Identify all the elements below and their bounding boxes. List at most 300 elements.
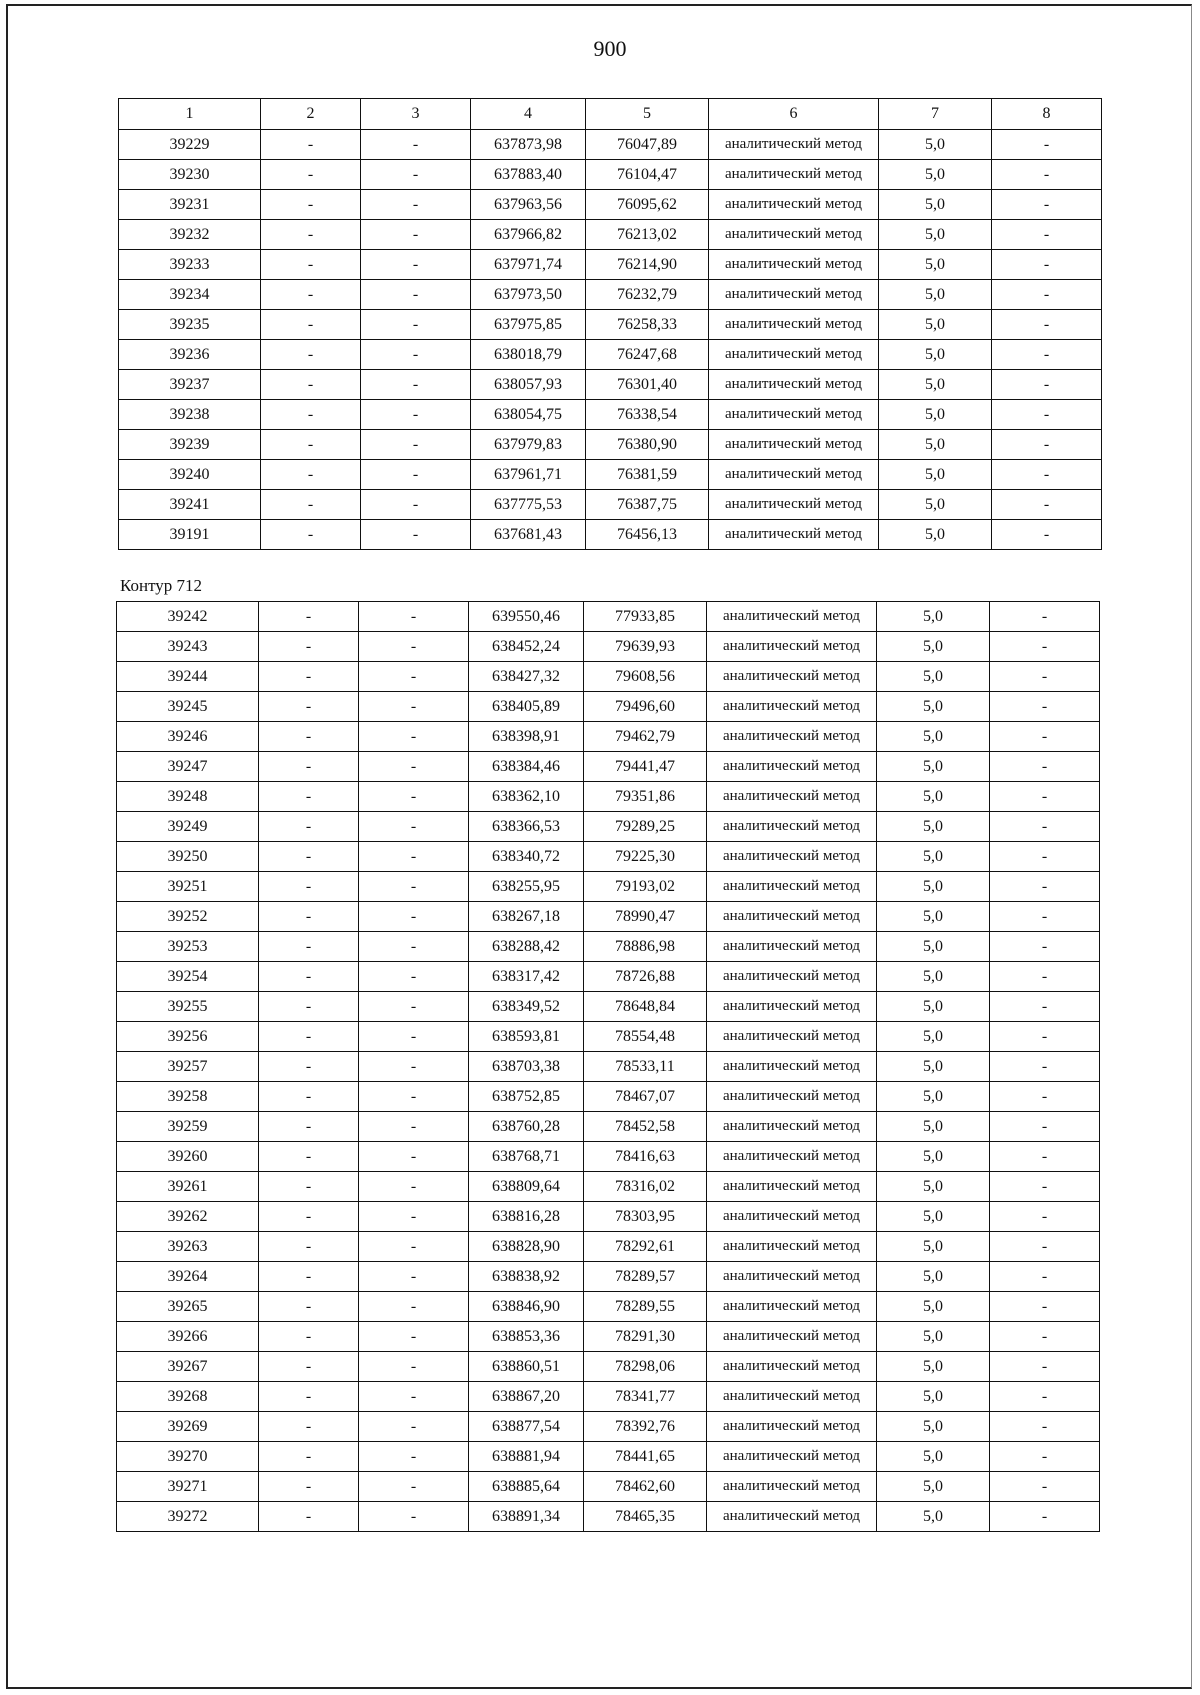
table-row (117, 1022, 1100, 1052)
cell-coord-x: 637963,56 (471, 190, 586, 220)
cell-coord-x: 638255,95 (469, 872, 584, 902)
cell-point-number: 39268 (117, 1382, 259, 1412)
cell-accuracy: 5,0 (879, 130, 992, 160)
cell-method: аналитический метод (707, 1172, 877, 1202)
cell-accuracy: 5,0 (879, 460, 992, 490)
table-row (117, 1382, 1100, 1412)
cell-col-2: - (261, 190, 361, 220)
cell-col-2: - (259, 692, 359, 722)
table-row (117, 1142, 1100, 1172)
cell-accuracy: 5,0 (879, 430, 992, 460)
cell-coord-x: 638768,71 (469, 1142, 584, 1172)
cell-coord-y: 76213,02 (586, 220, 709, 250)
table-row (117, 632, 1100, 662)
cell-point-number: 39254 (117, 962, 259, 992)
cell-accuracy: 5,0 (879, 520, 992, 550)
cell-coord-x: 638816,28 (469, 1202, 584, 1232)
cell-coord-y: 78465,35 (584, 1502, 707, 1532)
cell-point-number: 39259 (117, 1112, 259, 1142)
cell-col-2: - (259, 602, 359, 632)
cell-coord-y: 78289,57 (584, 1262, 707, 1292)
cell-col-8: - (992, 460, 1102, 490)
cell-coord-x: 638891,34 (469, 1502, 584, 1532)
cell-point-number: 39251 (117, 872, 259, 902)
cell-point-number: 39266 (117, 1322, 259, 1352)
cell-point-number: 39191 (119, 520, 261, 550)
cell-coord-y: 79496,60 (584, 692, 707, 722)
cell-point-number: 39243 (117, 632, 259, 662)
cell-coord-x: 638427,32 (469, 662, 584, 692)
cell-point-number: 39230 (119, 160, 261, 190)
cell-col-8: - (992, 160, 1102, 190)
cell-col-8: - (992, 130, 1102, 160)
cell-col-2: - (259, 992, 359, 1022)
cell-accuracy: 5,0 (877, 1322, 990, 1352)
cell-col-2: - (259, 1232, 359, 1262)
cell-coord-y: 78292,61 (584, 1232, 707, 1262)
cell-col-8: - (990, 602, 1100, 632)
table-row (117, 602, 1100, 632)
cell-col-8: - (990, 1052, 1100, 1082)
table-row (117, 1262, 1100, 1292)
cell-col-3: - (361, 130, 471, 160)
cell-coord-x: 638267,18 (469, 902, 584, 932)
cell-accuracy: 5,0 (879, 310, 992, 340)
cell-col-3: - (359, 1142, 469, 1172)
cell-method: аналитический метод (709, 400, 879, 430)
cell-col-8: - (992, 370, 1102, 400)
cell-coord-y: 78441,65 (584, 1442, 707, 1472)
cell-point-number: 39246 (117, 722, 259, 752)
cell-col-8: - (990, 1022, 1100, 1052)
table-row (117, 872, 1100, 902)
cell-point-number: 39248 (117, 782, 259, 812)
cell-coord-x: 638877,54 (469, 1412, 584, 1442)
cell-point-number: 39232 (119, 220, 261, 250)
cell-accuracy: 5,0 (879, 400, 992, 430)
cell-col-8: - (990, 632, 1100, 662)
table-row (117, 812, 1100, 842)
cell-col-8: - (990, 872, 1100, 902)
cell-coord-y: 78648,84 (584, 992, 707, 1022)
cell-point-number: 39237 (119, 370, 261, 400)
cell-accuracy: 5,0 (879, 280, 992, 310)
cell-method: аналитический метод (707, 632, 877, 662)
column-header: 1 (119, 99, 261, 130)
cell-col-8: - (990, 962, 1100, 992)
table-row (117, 1412, 1100, 1442)
cell-col-3: - (361, 310, 471, 340)
column-header: 8 (992, 99, 1102, 130)
cell-col-8: - (992, 310, 1102, 340)
cell-method: аналитический метод (709, 520, 879, 550)
cell-method: аналитический метод (709, 430, 879, 460)
cell-accuracy: 5,0 (877, 1082, 990, 1112)
cell-col-8: - (992, 190, 1102, 220)
cell-col-3: - (361, 490, 471, 520)
cell-accuracy: 5,0 (877, 962, 990, 992)
cell-accuracy: 5,0 (879, 340, 992, 370)
cell-accuracy: 5,0 (877, 992, 990, 1022)
cell-col-2: - (259, 782, 359, 812)
cell-col-8: - (990, 1142, 1100, 1172)
cell-col-3: - (361, 220, 471, 250)
cell-col-3: - (359, 1052, 469, 1082)
cell-col-3: - (361, 460, 471, 490)
cell-accuracy: 5,0 (877, 752, 990, 782)
cell-point-number: 39229 (119, 130, 261, 160)
cell-method: аналитический метод (707, 752, 877, 782)
cell-method: аналитический метод (707, 842, 877, 872)
column-header: 7 (879, 99, 992, 130)
cell-col-3: - (361, 160, 471, 190)
cell-col-8: - (990, 662, 1100, 692)
cell-coord-y: 76381,59 (586, 460, 709, 490)
table-row (117, 1502, 1100, 1532)
cell-method: аналитический метод (707, 1142, 877, 1172)
cell-accuracy: 5,0 (877, 902, 990, 932)
cell-accuracy: 5,0 (877, 1022, 990, 1052)
cell-col-3: - (359, 1502, 469, 1532)
cell-point-number: 39241 (119, 490, 261, 520)
cell-col-2: - (259, 1412, 359, 1442)
cell-col-2: - (259, 1112, 359, 1142)
cell-coord-x: 637873,98 (471, 130, 586, 160)
cell-col-3: - (361, 520, 471, 550)
cell-coord-x: 638760,28 (469, 1112, 584, 1142)
cell-method: аналитический метод (709, 340, 879, 370)
cell-coord-y: 76338,54 (586, 400, 709, 430)
cell-point-number: 39238 (119, 400, 261, 430)
cell-col-2: - (259, 632, 359, 662)
cell-point-number: 39234 (119, 280, 261, 310)
cell-col-3: - (359, 902, 469, 932)
cell-col-3: - (359, 1322, 469, 1352)
cell-accuracy: 5,0 (877, 1412, 990, 1442)
cell-coord-y: 79608,56 (584, 662, 707, 692)
cell-point-number: 39260 (117, 1142, 259, 1172)
cell-coord-x: 637775,53 (471, 490, 586, 520)
cell-point-number: 39255 (117, 992, 259, 1022)
cell-method: аналитический метод (709, 160, 879, 190)
cell-method: аналитический метод (707, 1472, 877, 1502)
cell-coord-y: 76456,13 (586, 520, 709, 550)
cell-method: аналитический метод (707, 1022, 877, 1052)
table-row (119, 190, 1102, 220)
cell-col-3: - (361, 190, 471, 220)
cell-coord-x: 638828,90 (469, 1232, 584, 1262)
cell-coord-y: 79441,47 (584, 752, 707, 782)
table-row (119, 160, 1102, 190)
cell-col-8: - (990, 1352, 1100, 1382)
cell-accuracy: 5,0 (877, 1382, 990, 1412)
cell-col-8: - (992, 280, 1102, 310)
cell-col-3: - (359, 692, 469, 722)
cell-col-8: - (990, 992, 1100, 1022)
cell-method: аналитический метод (707, 1292, 877, 1322)
table-row (117, 992, 1100, 1022)
cell-col-2: - (259, 1052, 359, 1082)
cell-method: аналитический метод (707, 692, 877, 722)
cell-method: аналитический метод (709, 250, 879, 280)
table-row (117, 1352, 1100, 1382)
cell-col-8: - (990, 1382, 1100, 1412)
cell-col-2: - (259, 1382, 359, 1412)
cell-coord-x: 637681,43 (471, 520, 586, 550)
table-row (117, 902, 1100, 932)
cell-coord-x: 637961,71 (471, 460, 586, 490)
cell-col-3: - (359, 602, 469, 632)
table-row (117, 1202, 1100, 1232)
cell-col-2: - (261, 370, 361, 400)
cell-accuracy: 5,0 (877, 662, 990, 692)
cell-col-8: - (992, 430, 1102, 460)
cell-coord-x: 637975,85 (471, 310, 586, 340)
cell-col-2: - (259, 1292, 359, 1322)
cell-coord-y: 78462,60 (584, 1472, 707, 1502)
cell-method: аналитический метод (707, 872, 877, 902)
cell-col-2: - (261, 220, 361, 250)
cell-method: аналитический метод (707, 1112, 877, 1142)
cell-col-8: - (990, 812, 1100, 842)
cell-accuracy: 5,0 (877, 1052, 990, 1082)
cell-coord-x: 638752,85 (469, 1082, 584, 1112)
cell-accuracy: 5,0 (879, 190, 992, 220)
cell-col-8: - (990, 1172, 1100, 1202)
cell-coord-y: 78298,06 (584, 1352, 707, 1382)
table-row (117, 662, 1100, 692)
cell-coord-y: 78886,98 (584, 932, 707, 962)
cell-col-3: - (359, 1202, 469, 1232)
cell-coord-x: 638398,91 (469, 722, 584, 752)
cell-point-number: 39236 (119, 340, 261, 370)
cell-col-2: - (259, 812, 359, 842)
cell-method: аналитический метод (707, 1082, 877, 1112)
cell-col-8: - (992, 520, 1102, 550)
cell-col-2: - (259, 1172, 359, 1202)
cell-accuracy: 5,0 (877, 692, 990, 722)
cell-method: аналитический метод (707, 932, 877, 962)
cell-point-number: 39247 (117, 752, 259, 782)
cell-method: аналитический метод (707, 1352, 877, 1382)
cell-col-3: - (359, 662, 469, 692)
cell-accuracy: 5,0 (877, 1262, 990, 1292)
cell-method: аналитический метод (707, 1502, 877, 1532)
table-row (117, 842, 1100, 872)
table-row (117, 1112, 1100, 1142)
cell-coord-y: 76380,90 (586, 430, 709, 460)
cell-coord-x: 638288,42 (469, 932, 584, 962)
cell-point-number: 39253 (117, 932, 259, 962)
cell-coord-x: 638366,53 (469, 812, 584, 842)
cell-method: аналитический метод (709, 310, 879, 340)
cell-accuracy: 5,0 (877, 1172, 990, 1202)
cell-accuracy: 5,0 (877, 1472, 990, 1502)
cell-col-2: - (259, 842, 359, 872)
cell-col-2: - (259, 1322, 359, 1352)
table-row (117, 722, 1100, 752)
cell-coord-x: 637966,82 (471, 220, 586, 250)
cell-accuracy: 5,0 (877, 632, 990, 662)
cell-col-3: - (361, 400, 471, 430)
cell-coord-y: 76258,33 (586, 310, 709, 340)
cell-accuracy: 5,0 (877, 872, 990, 902)
cell-col-3: - (359, 962, 469, 992)
cell-method: аналитический метод (707, 1442, 877, 1472)
cell-method: аналитический метод (707, 1052, 877, 1082)
cell-col-8: - (990, 692, 1100, 722)
cell-coord-y: 78316,02 (584, 1172, 707, 1202)
cell-coord-y: 77933,85 (584, 602, 707, 632)
cell-col-8: - (990, 1232, 1100, 1262)
contour-712-table (116, 601, 1100, 1532)
table-row (117, 1292, 1100, 1322)
cell-method: аналитический метод (707, 902, 877, 932)
cell-coord-y: 78303,95 (584, 1202, 707, 1232)
cell-accuracy: 5,0 (877, 932, 990, 962)
cell-accuracy: 5,0 (877, 722, 990, 752)
cell-point-number: 39261 (117, 1172, 259, 1202)
cell-col-2: - (259, 1082, 359, 1112)
table-row (119, 310, 1102, 340)
cell-col-3: - (361, 340, 471, 370)
cell-coord-y: 78341,77 (584, 1382, 707, 1412)
cell-point-number: 39264 (117, 1262, 259, 1292)
cell-col-3: - (359, 1472, 469, 1502)
cell-point-number: 39240 (119, 460, 261, 490)
table-row (117, 1472, 1100, 1502)
column-header: 4 (471, 99, 586, 130)
coordinates-table (118, 98, 1102, 550)
cell-col-2: - (259, 1202, 359, 1232)
table-row (119, 490, 1102, 520)
cell-col-8: - (992, 340, 1102, 370)
cell-accuracy: 5,0 (879, 250, 992, 280)
cell-col-2: - (261, 340, 361, 370)
cell-method: аналитический метод (707, 992, 877, 1022)
cell-point-number: 39258 (117, 1082, 259, 1112)
cell-col-2: - (259, 1022, 359, 1052)
cell-col-3: - (359, 1292, 469, 1322)
cell-coord-y: 78467,07 (584, 1082, 707, 1112)
cell-method: аналитический метод (707, 722, 877, 752)
cell-point-number: 39267 (117, 1352, 259, 1382)
cell-col-3: - (359, 782, 469, 812)
cell-col-8: - (992, 400, 1102, 430)
cell-coord-y: 76232,79 (586, 280, 709, 310)
cell-col-8: - (990, 1502, 1100, 1532)
cell-coord-x: 638340,72 (469, 842, 584, 872)
cell-point-number: 39252 (117, 902, 259, 932)
cell-col-3: - (359, 1382, 469, 1412)
cell-point-number: 39269 (117, 1412, 259, 1442)
table-row (119, 340, 1102, 370)
cell-col-8: - (990, 1472, 1100, 1502)
cell-col-3: - (359, 812, 469, 842)
table-row (117, 1322, 1100, 1352)
cell-accuracy: 5,0 (879, 370, 992, 400)
table-row (117, 1082, 1100, 1112)
cell-coord-y: 78990,47 (584, 902, 707, 932)
cell-coord-x: 638703,38 (469, 1052, 584, 1082)
cell-col-2: - (261, 400, 361, 430)
cell-accuracy: 5,0 (877, 602, 990, 632)
cell-method: аналитический метод (709, 370, 879, 400)
cell-method: аналитический метод (709, 460, 879, 490)
cell-col-2: - (261, 160, 361, 190)
cell-point-number: 39231 (119, 190, 261, 220)
cell-col-3: - (359, 1352, 469, 1382)
cell-accuracy: 5,0 (877, 1442, 990, 1472)
cell-coord-x: 638452,24 (469, 632, 584, 662)
cell-col-3: - (359, 1232, 469, 1262)
cell-col-2: - (259, 1442, 359, 1472)
cell-col-3: - (361, 430, 471, 460)
cell-col-2: - (259, 1472, 359, 1502)
cell-col-3: - (359, 1442, 469, 1472)
table-row (117, 692, 1100, 722)
cell-coord-x: 638349,52 (469, 992, 584, 1022)
cell-coord-y: 79351,86 (584, 782, 707, 812)
cell-col-2: - (259, 872, 359, 902)
cell-coord-y: 76301,40 (586, 370, 709, 400)
cell-coord-x: 638384,46 (469, 752, 584, 782)
cell-coord-y: 76214,90 (586, 250, 709, 280)
cell-method: аналитический метод (709, 220, 879, 250)
cell-col-2: - (261, 280, 361, 310)
cell-method: аналитический метод (709, 490, 879, 520)
table-row (119, 520, 1102, 550)
cell-coord-y: 79225,30 (584, 842, 707, 872)
cell-col-8: - (990, 1292, 1100, 1322)
cell-col-2: - (261, 250, 361, 280)
cell-point-number: 39257 (117, 1052, 259, 1082)
cell-coord-x: 638057,93 (471, 370, 586, 400)
cell-coord-x: 638885,64 (469, 1472, 584, 1502)
table-header-row (119, 99, 1102, 130)
cell-coord-y: 78726,88 (584, 962, 707, 992)
cell-col-2: - (261, 130, 361, 160)
cell-point-number: 39263 (117, 1232, 259, 1262)
contour-label: Контур 712 (120, 576, 203, 595)
cell-coord-x: 639550,46 (469, 602, 584, 632)
cell-coord-y: 76104,47 (586, 160, 709, 190)
cell-point-number: 39272 (117, 1502, 259, 1532)
cell-coord-x: 638881,94 (469, 1442, 584, 1472)
cell-col-2: - (261, 460, 361, 490)
cell-col-8: - (992, 220, 1102, 250)
cell-col-3: - (359, 1172, 469, 1202)
column-header: 6 (709, 99, 879, 130)
table-row (119, 430, 1102, 460)
cell-coord-y: 76095,62 (586, 190, 709, 220)
cell-point-number: 39239 (119, 430, 261, 460)
cell-accuracy: 5,0 (877, 1232, 990, 1262)
cell-col-3: - (359, 1082, 469, 1112)
cell-coord-y: 78392,76 (584, 1412, 707, 1442)
cell-col-8: - (990, 1412, 1100, 1442)
cell-col-2: - (259, 722, 359, 752)
cell-col-2: - (261, 490, 361, 520)
cell-coord-y: 78291,30 (584, 1322, 707, 1352)
cell-coord-x: 637979,83 (471, 430, 586, 460)
cell-method: аналитический метод (707, 782, 877, 812)
cell-point-number: 39235 (119, 310, 261, 340)
cell-accuracy: 5,0 (877, 1112, 990, 1142)
cell-point-number: 39271 (117, 1472, 259, 1502)
cell-col-2: - (259, 1262, 359, 1292)
table-row (117, 1442, 1100, 1472)
